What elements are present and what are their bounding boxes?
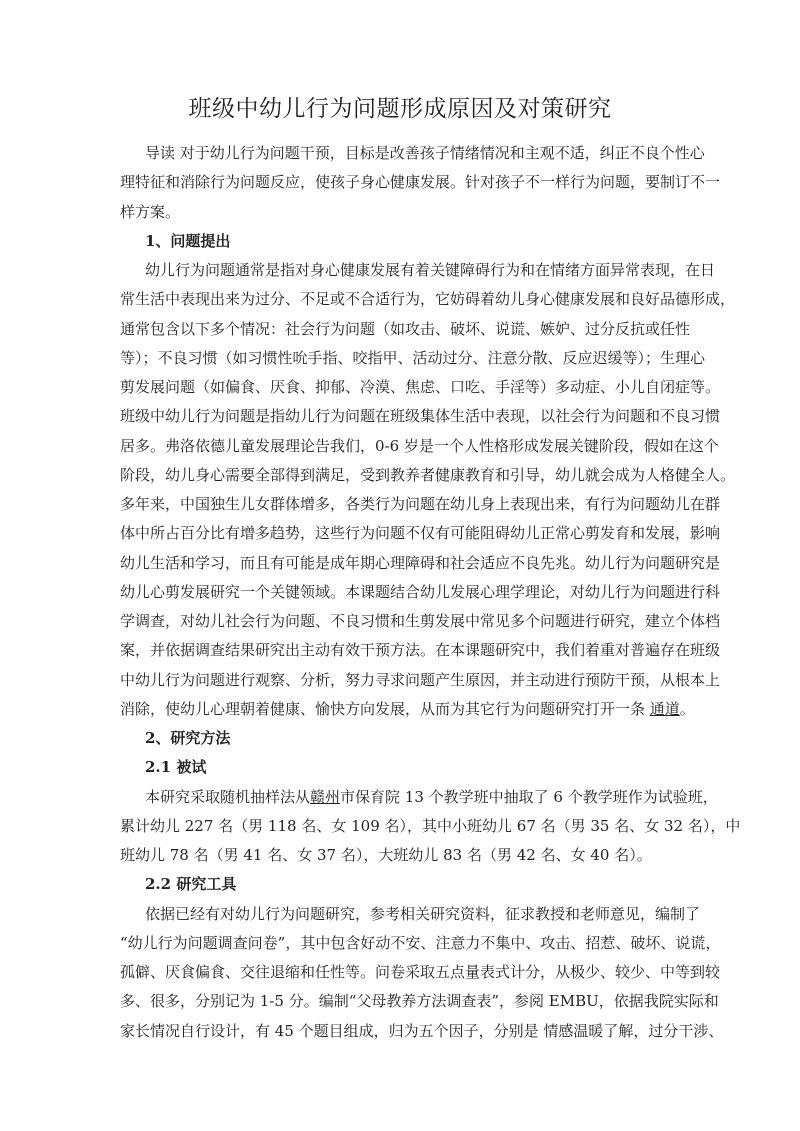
subsection-heading: 2.2 研究工具 <box>145 875 237 894</box>
paragraph-line: 案，并依据调查结果研究出主动有效干预方法。在本课题研究中，我们着重对普遍存在班级 <box>120 641 721 660</box>
paragraph-line: 依据已经有对幼儿行为问题研究，参考相关研究资料，征求教授和老师意见，编制了 <box>145 904 701 923</box>
subsection-heading: 2.1 被试 <box>145 758 207 777</box>
paragraph-line: 中幼儿行为问题进行观察、分析，努力寻求问题产生原因，并主动进行预防干预，从根本上 <box>120 670 721 689</box>
paragraph-line: 多年来，中国独生儿女群体增多，各类行为问题在幼儿身上表现出来，有行为问题幼儿在群 <box>120 495 721 513</box>
paragraph-line <box>120 695 695 724</box>
paragraph-line: 累计幼儿 227 名（男 118 名、女 109 名），其中小班幼儿 67 名（男 35 名、女 32 名），中 <box>120 816 741 835</box>
section-heading: 2、研究方法 <box>145 729 231 747</box>
section-heading: 1、问题提出 <box>145 231 231 250</box>
paragraph-line: 体中所占百分比有增多趋势，这些行为问题不仅有可能阻碍幼儿正常心剪发育和发展，影响 <box>120 524 721 543</box>
paragraph-line: 剪发展问题（如偏食、厌食、抑郁、冷漠、焦虑、口吃、手淫等）多动症、小儿自闭症等。 <box>120 378 721 396</box>
paragraph-line: 班级中幼儿行为问题是指幼儿行为问题在班级集体生活中表现，以社会行为问题和不良习惯 <box>120 407 721 426</box>
paragraph-line: 幼儿心剪发展研究一个关键领域。本课题结合幼儿发展心理学理论，对幼儿行为问题进行科 <box>120 582 721 601</box>
paragraph-line: 班幼儿 78 名（男 41 名、女 37 名），大班幼儿 83 名（男 42 名、女 40 名）。 <box>120 846 652 864</box>
paragraph-line: 阶段，幼儿身心需要全部得到满足，受到教养者健康教育和引导，幼儿就会成为人格健全人。 <box>120 465 736 484</box>
paragraph-line: 家长情况自行设计，有 45 个题目组成，归为五个因子，分别是 情感温暖了解，过分干涉、 <box>120 1021 724 1040</box>
paragraph-line: 幼儿行为问题通常是指对身心健康发展有着关键障碍行为和在情绪方面异常表现，在日 <box>145 261 716 279</box>
paragraph-line: 通常包含以下多个情况：社会行为问题（如攻击、破坏、说谎、嫉妒、过分反抗或任性 <box>120 319 691 338</box>
document-body <box>120 139 741 1046</box>
paragraph-line: 居多。弗洛依德儿童发展理论告我们，0-6 岁是一个人性格形成发展关键阶段，假如在这个 <box>120 436 719 455</box>
paragraph-line: 等）；不良习惯（如习惯性吮手指、咬指甲、活动过分、注意分散、反应迟缓等）；生理心 <box>120 348 706 367</box>
text: 本研究采取随机抽样法从 <box>145 787 311 806</box>
paragraph-line: 孤僻、厌食偏食、交往退缩和任性等。问卷采取五点量表式计分，从极少、较少、中等到较 <box>120 963 721 981</box>
intro-line: 理特征和消除行为问题反应，使孩子身心健康发展。针对孩子不一样行为问题，要制订不一 <box>120 173 721 192</box>
paragraph-line: 常生活中表现出来为过分、不足或不合适行为，它妨碍着幼儿身心健康发展和良好品德形成， <box>120 290 736 309</box>
text: 市保育院 13 个教学班中抽取了 6 个教学班作为试验班， <box>340 787 718 806</box>
paragraph-line: “幼儿行为问题调查问卷”，其中包含好动不安、注意力不集中、攻击、招惹、破坏、说谎， <box>120 933 721 952</box>
intro-line: 导读 对于幼儿行为问题干预，目标是改善孩子情绪情况和主观不适，纠正不良个性心 <box>145 144 705 162</box>
link-tongdao[interactable]: 通道 <box>649 699 680 718</box>
paragraph-line <box>120 783 718 812</box>
text: 。 <box>679 699 695 718</box>
paragraph-line: 学调查，对幼儿社会行为问题、不良习惯和生剪发展中常见多个问题进行研究，建立个体档 <box>120 612 721 630</box>
intro-line: 样方案。 <box>120 202 181 221</box>
text: 消除，使幼儿心理朝着健康、愉快方向发展，从而为其它行为问题研究打开一条 <box>120 699 650 718</box>
document-title: 班级中幼儿行为问题形成原因及对策研究 <box>188 96 612 122</box>
paragraph-line: 多、很多，分别记为 1-5 分。编制“父母教养方法调查表”，参阅 EMBU，依据我院实际和 <box>120 992 719 1011</box>
link-ganzhou[interactable]: 赣州 <box>310 787 341 806</box>
paragraph-line: 幼儿生活和学习，而且有可能是成年期心理障碍和社会适应不良先兆。幼儿行为问题研究是 <box>120 553 721 572</box>
